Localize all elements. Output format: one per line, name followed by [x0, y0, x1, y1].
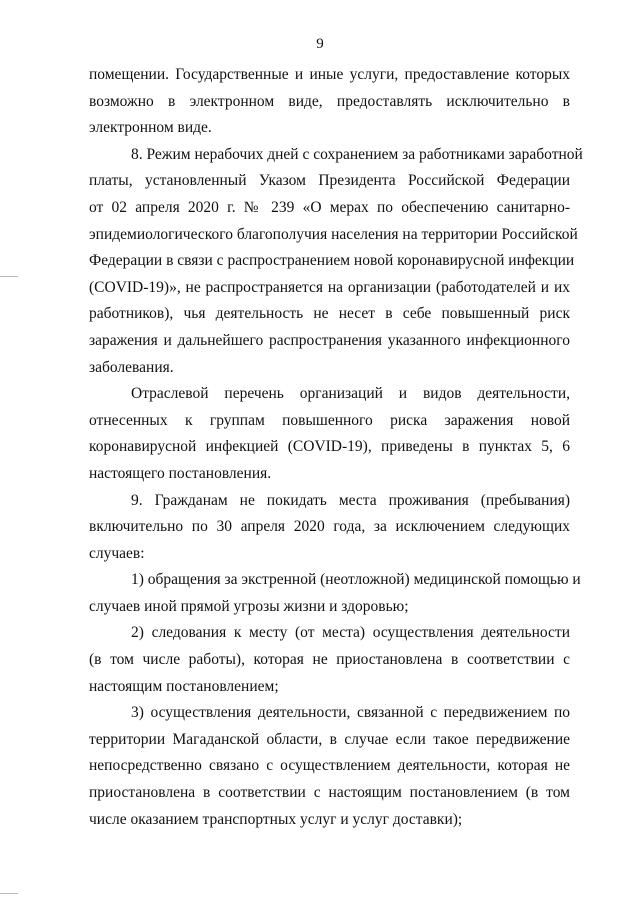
text-line: 3) осуществления деятельности, связанной с передвижением по	[131, 704, 570, 722]
text-line: электронном виде.	[89, 119, 212, 137]
paragraph-p9-1	[89, 567, 581, 620]
scan-edge-mark	[0, 276, 18, 277]
text-line: платы, установленный Указом Президента Российской Федерации	[89, 172, 570, 190]
text-line: непосредственно связано с осуществлением деятельности, которая не	[89, 757, 570, 775]
paragraph-p-list	[89, 381, 570, 487]
text-line: от 02 апреля 2020 г. № 239 «О мерах по обеспечению санитарно-	[89, 198, 570, 216]
text-line: числе оказанием транспортных услуг и услуг доставки);	[89, 810, 463, 828]
text-line: 9. Гражданам не покидать места проживания (пребывания)	[131, 491, 570, 509]
text-line: заражения и дальнейшего распространения указанного инфекционного	[89, 331, 570, 349]
paragraph-p-cont	[89, 62, 570, 142]
text-line: 2) следования к месту (от места) осуществления деятельности	[131, 624, 570, 642]
text-line: эпидемиологического благополучия населения на территории Российской	[89, 225, 578, 243]
text-line: включительно по 30 апреля 2020 года, за исключением следующих	[89, 518, 570, 536]
paragraph-p9-2	[89, 620, 570, 700]
text-line: помещении. Государственные и иные услуги, предоставление которых	[89, 66, 570, 83]
text-line: случаев иной прямой угрозы жизни и здоровью;	[89, 597, 409, 615]
text-line: случаев:	[89, 544, 145, 562]
document-body	[89, 62, 583, 833]
text-line: 1) обращения за экстренной (неотложной) медицинской помощью и	[131, 571, 581, 589]
text-line: настоящим постановлением;	[89, 677, 279, 695]
paragraph-p9-3	[89, 700, 570, 833]
text-line: заболевания.	[89, 358, 174, 376]
text-line: территории Магаданской области, в случае если такое передвижение	[89, 730, 570, 748]
text-line: отнесенных к группам повышенного риска заражения новой	[89, 411, 570, 429]
text-line: настоящего постановления.	[89, 464, 272, 482]
text-line: возможно в электронном виде, предоставлять исключительно в	[89, 92, 570, 110]
page-number: 9	[316, 36, 324, 52]
text-line: коронавирусной инфекцией (COVID-19), приведены в пунктах 5, 6	[89, 438, 570, 456]
text-line: (в том числе работы), которая не приостановлена в соответствии с	[89, 651, 570, 669]
text-line: приостановлена в соответствии с настоящим постановлением (в том	[89, 784, 570, 802]
paragraph-p8	[89, 142, 583, 381]
text-line: (COVID-19)», не распространяется на организации (работодателей и их	[89, 278, 570, 296]
text-line: работников), чья деятельность не несет в себе повышенный риск	[89, 305, 570, 323]
scan-edge-mark	[0, 893, 18, 894]
text-line: Федерации в связи с распространением новой коронавирусной инфекции	[89, 252, 575, 270]
paragraph-p9	[89, 488, 570, 568]
text-line: 8. Режим нерабочих дней с сохранением за работниками заработной	[131, 145, 583, 163]
text-line: Отраслевой перечень организаций и видов деятельности,	[131, 385, 570, 403]
